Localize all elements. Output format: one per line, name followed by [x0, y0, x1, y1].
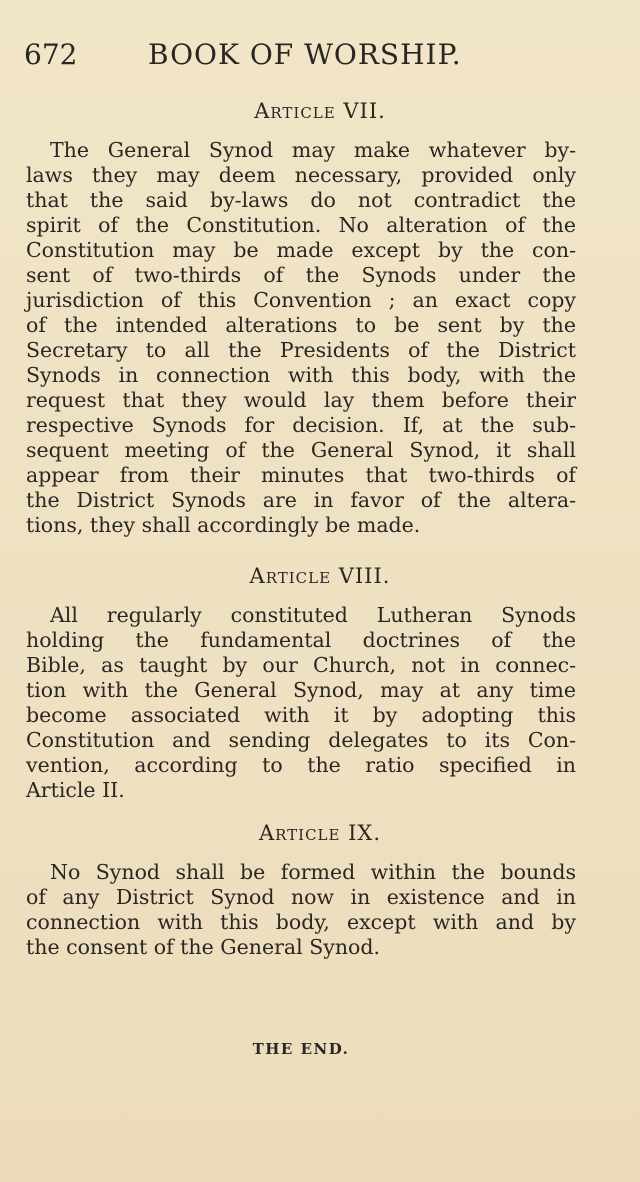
text-line: that the said by-laws do not contradict the	[26, 188, 576, 212]
text-line: become associated with it by adopting this	[26, 703, 576, 727]
text-line: Synods in connection with this body, with the	[26, 363, 576, 387]
text-line: holding the fundamental doctrines of the	[26, 628, 576, 652]
text-line: laws they may deem necessary, provided only	[26, 163, 576, 187]
text-line: sequent meeting of the General Synod, it shall	[26, 438, 576, 462]
article-paragraph	[26, 603, 576, 803]
page-number: 672	[24, 38, 78, 71]
text-line: respective Synods for decision. If, at the sub-	[26, 413, 576, 437]
text-line: of any District Synod now in existence and in	[26, 885, 576, 909]
text-line: tions, they shall accordingly be made.	[26, 513, 421, 537]
text-line: sent of two-thirds of the Synods under the	[26, 263, 576, 287]
text-line: jurisdiction of this Convention ; an exact copy	[26, 288, 576, 312]
text-line: appear from their minutes that two-thirds of	[26, 463, 576, 487]
article-paragraph	[26, 138, 576, 538]
article-heading: Article IX.	[258, 821, 382, 845]
text-line: tion with the General Synod, may at any time	[26, 678, 576, 702]
running-title: BOOK OF WORSHIP.	[148, 38, 462, 71]
text-line: All regularly constituted Lutheran Synods	[50, 603, 576, 627]
article-heading: Article VIII.	[249, 564, 391, 588]
text-line: Article II.	[26, 778, 125, 802]
page-header	[24, 38, 584, 78]
text-line: Constitution and sending delegates to its Con-	[26, 728, 576, 752]
text-line: connection with this body, except with and by	[26, 910, 576, 934]
text-line: spirit of the Constitution. No alteration of the	[26, 213, 576, 237]
article-paragraph	[26, 860, 576, 960]
text-line: Constitution may be made except by the con-	[26, 238, 576, 262]
the-end-label: THE END.	[252, 1040, 350, 1058]
text-line: of the intended alterations to be sent by the	[26, 313, 576, 337]
article-heading: Article VII.	[254, 99, 386, 123]
text-line: The General Synod may make whatever by-	[50, 138, 576, 162]
text-line: request that they would lay them before their	[26, 388, 576, 412]
text-line: No Synod shall be formed within the bounds	[50, 860, 576, 884]
text-line: the District Synods are in favor of the altera-	[26, 488, 576, 512]
text-line: the consent of the General Synod.	[26, 935, 381, 959]
text-line: Bible, as taught by our Church, not in connec-	[26, 653, 576, 677]
text-line: Secretary to all the Presidents of the District	[26, 338, 576, 362]
text-line: vention, according to the ratio specified in	[26, 753, 576, 777]
